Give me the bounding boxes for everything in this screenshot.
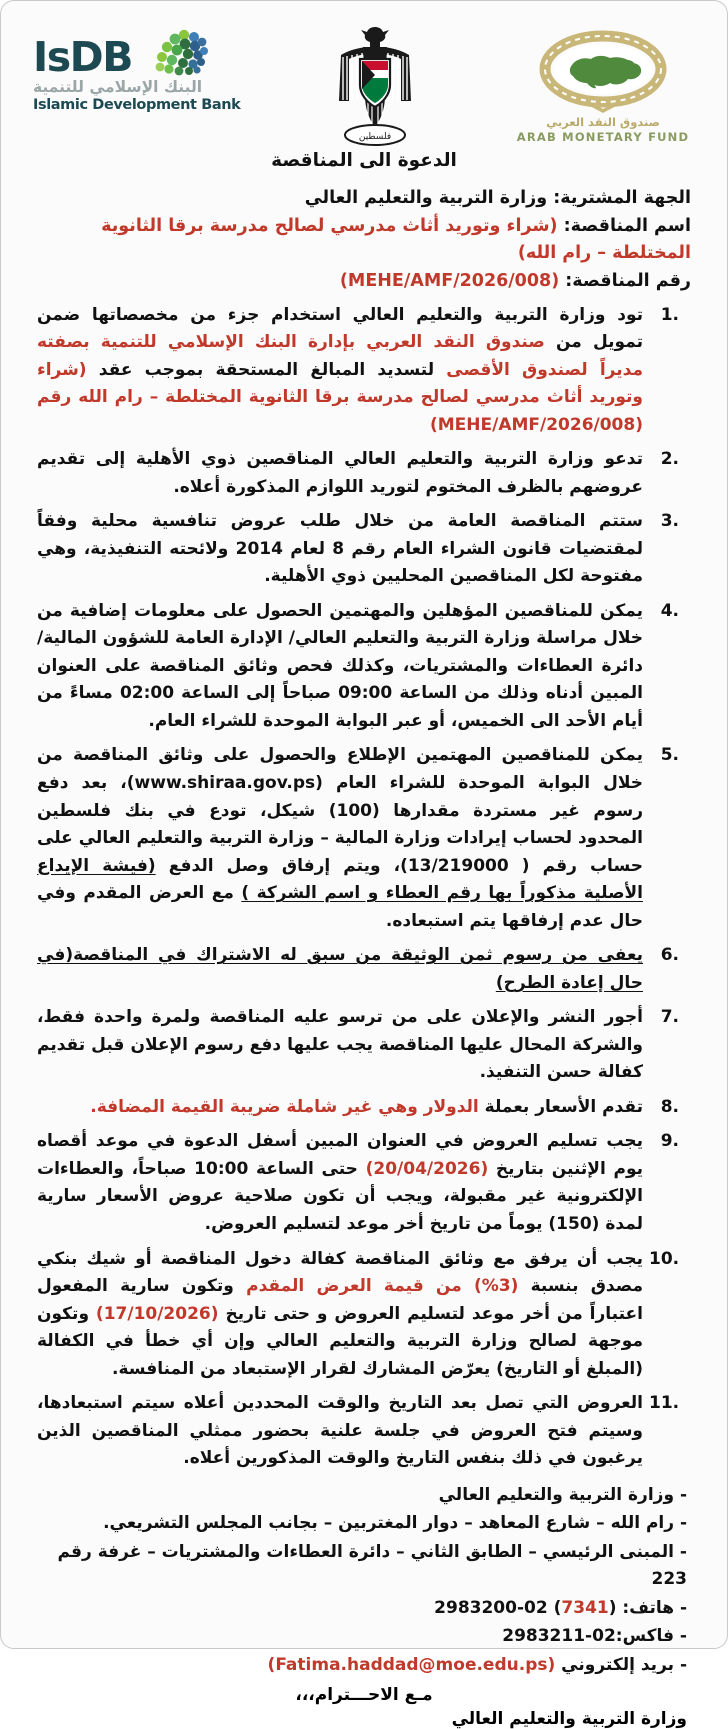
amf-wreath-icon	[528, 31, 678, 117]
buyer-line	[41, 185, 691, 212]
contact-line-5	[41, 1623, 687, 1651]
contact-4-run-0: - هاتف: (	[608, 1597, 687, 1618]
clause-11-run-0: العروض التي تصل بعد التاريخ والوقت المحددين أعلاه سيتم استبعادها، وسيتم فتح العروض في جلسة علنية بحضور ممثلي المناقصين الذين يرغبون في ذلك بنفس التاريخ والوقت المذكورين أعلاه.	[37, 1393, 643, 1469]
contact-line-6	[41, 1652, 687, 1680]
clauses-list	[15, 302, 713, 1473]
contact-line-1	[41, 1482, 687, 1510]
contact-line-3	[41, 1539, 687, 1594]
isdb-english-name: Islamic Development Bank	[33, 97, 241, 114]
tender-number-label: رقم المناقصة:	[559, 271, 691, 292]
clause-10-run-1: (3%) من قيمة العرض المقدم	[246, 1276, 519, 1297]
clause-item-7	[37, 1004, 679, 1087]
clause-9-run-1: (20/04/2026)	[365, 1158, 489, 1179]
buyer-label: الجهة المشترية: وزارة التربية والتعليم العالي	[304, 188, 691, 208]
tender-name-label: اسم المناقصة:	[557, 216, 691, 237]
clause-1-run-0: تود وزارة التربية والتعليم العالي استخدام جزء من مخصصاتها ضمن تمويل من	[37, 304, 643, 353]
clause-4-run-0: يمكن للمناقصين المؤهلين والمهتمين الحصول على معلومات إضافية من خلال مراسلة وزارة التربية والتعليم العالي/ الإدارة العامة للشؤون المالية/ دائرة العطاءات والمشتريات، وكذلك فحص وثائق المناقصة على العنوان المبين أدناه وذلك من الساعة 09:00 صباحاً إلى الساعة 02:00 مساءً من أيام الأحد الى الخميس، أو عبر البوابة الموحدة للشراء العام.	[36, 600, 644, 731]
clause-10-run-0: يجب أن يرفق مع وثائق المناقصة كفالة دخول المناقصة أو شيك بنكي مصدق بنسبة	[37, 1248, 644, 1297]
clause-1-run-1: صندوق النقد العربي بإدارة البنك الإسلامي للتنمية بصفته مديراً لصندوق الأقصى	[37, 332, 643, 380]
regards-line: مـع الاحـــترام،،،	[295, 1685, 433, 1706]
clause-7-run-0: أجور النشر والإعلان على من ترسو عليه المناقصة ولمرة واحدة فقط، والشركة المحال عليها المناقصة يجب عليها دفع رسوم الإعلان قبل تقديم كفالة حسن التنفيذ.	[37, 1007, 643, 1083]
clause-8-run-1: الدولار وهي غير شاملة ضريبة القيمة المضافة.	[90, 1096, 479, 1117]
tender-number-line	[41, 268, 691, 295]
contact-3-run-0: - المبنى الرئيسي – الطابق الثاني – دائرة العطاءات والمشتريات – غرفة رقم 223	[57, 1541, 687, 1590]
clause-item-5	[37, 742, 679, 935]
tender-number-value: (MEHE/AMF/2026/008)	[339, 271, 560, 292]
clause-item-1	[37, 302, 679, 440]
contact-4-run-1: 7341	[561, 1597, 609, 1618]
amf-english-name: ARAB MONETARY FUND	[516, 130, 690, 144]
contact-4-run-2: ) 02-2983200	[434, 1597, 562, 1618]
contact-line-2	[41, 1510, 687, 1538]
arab-monetary-fund-logo	[505, 31, 701, 144]
clause-8-run-0: تقدم الأسعار بعملة	[478, 1096, 643, 1117]
clause-item-4	[37, 598, 679, 736]
clause-1-run-3: (شراء وتوريد أثاث مدرسي لصالح مدرسة برقا الثانوية المختلطة – رام الله رقم (MEHE/AMF/2026/008)	[37, 359, 643, 435]
isdb-wordmark: IsDB	[33, 33, 132, 82]
clause-item-6	[37, 942, 679, 997]
clause-item-9	[37, 1128, 679, 1238]
clause-item-11	[37, 1390, 679, 1473]
contact-line-4	[41, 1595, 687, 1623]
clause-3-run-0: ستتم المناقصة العامة من خلال طلب عروض تنافسية محلية وفقاً لمقتضيات قانون الشراء العام رقم 8 لعام 2014 ولائحته التنفيذية، وهي مفتوحة لكل المناقصين المحليين ذوي الأهلية.	[37, 511, 643, 587]
clause-9-run-0: يجب تسليم العروض في العنوان المبين أسفل الدعوة في موعد أقصاه يوم الإثنين بتاريخ	[37, 1131, 643, 1179]
clause-9-run-2: حتى الساعة 10:00 صباحاً، والعطاءات الإلكترونية غير مقبولة، ويجب أن تكون صلاحية عروض الأسعار سارية لمدة (150) يوماً من تاريخ أخر موعد لتسليم العروض.	[37, 1158, 643, 1234]
contact-6-run-1: (Fatima.haddad@moe.edu.ps)	[267, 1654, 556, 1675]
clause-item-8	[37, 1094, 679, 1122]
contact-1-run-0: - وزارة التربية والتعليم العالي	[438, 1484, 687, 1505]
isdb-dome-icon	[138, 25, 210, 77]
clause-item-3	[37, 508, 679, 591]
clause-1-run-2: لتسديد المبالغ المستحقة بموجب عقد	[86, 359, 447, 380]
contact-footer	[15, 1480, 713, 1680]
clause-item-2	[37, 446, 679, 501]
clause-item-10	[37, 1246, 679, 1384]
logo-band	[15, 11, 713, 146]
emblem-caption: فلسطين	[358, 132, 392, 142]
signoff-line: وزارة التربية والتعليم العالي	[451, 1709, 687, 1729]
isdb-logo	[33, 25, 245, 113]
page-title: الدعوة الى المناقصة	[271, 150, 457, 171]
clause-5-run-2: مع العرض المقدم وفي حال عدم إرفاقها يتم استبعاده.	[37, 883, 643, 931]
amf-arabic-name: صندوق النقد العربي	[546, 115, 660, 129]
clause-5-run-1: (فيشة الإيداع الأصلية مذكوراً بها رقم العطاء و اسم الشركة )	[37, 855, 643, 904]
header-info	[15, 185, 713, 296]
contact-5-run-0: - فاكس:02-2983211	[502, 1626, 687, 1647]
palestine-state-emblem-icon	[327, 23, 423, 149]
contact-6-run-0: - بريد إلكتروني	[555, 1654, 687, 1675]
clause-10-run-2: وتكون سارية المفعول اعتباراً من أخر موعد لتسليم العروض و حتى تاريخ	[37, 1276, 643, 1324]
isdb-arabic-name: البنك الإسلامي للتنمية	[33, 78, 203, 96]
isdb-logo-top	[33, 25, 210, 82]
tender-name-line	[41, 213, 691, 267]
clause-5-run-0: يمكن للمناقصين المهتمين الإطلاع والحصول على وثائق المناقصة من خلال البوابة الموحدة للشراء العام (www.shiraa.gov.ps)، بعد دفع رسوم غير مستردة مقدارها (100) شيكل، تودع في بنك فلسطين المحدود لحساب إيرادات وزارة المالية – وزارة التربية والتعليم العالي على حساب رقم ( 13/219000)، ويتم إرفاق وصل الدفع	[37, 745, 643, 876]
clause-6-run-0: يعفى من رسوم ثمن الوثيقة من سبق له الاشتراك في المناقصة(في حال إعادة الطرح)	[37, 945, 643, 993]
clause-10-run-3: (17/10/2026)	[95, 1303, 219, 1324]
clause-2-run-0: تدعو وزارة التربية والتعليم العالي المناقصين ذوي الأهلية إلى تقديم عروضهم بالظرف المختوم لتوريد اللوازم المذكورة أعلاه.	[37, 449, 643, 497]
tender-name-value: (شراء وتوريد أثاث مدرسي لصالح مدرسة برقا الثانوية المختلطة – رام الله)	[101, 216, 691, 264]
contact-2-run-0: - رام الله – شارع المعاهد – دوار المغتربين – بجانب المجلس التشريعي.	[103, 1513, 687, 1534]
clause-10-run-4: وتكون موجهة لصالح وزارة التربية والتعليم العالي وإن أي خطأ في الكفالة (المبلغ أو التاريخ) يعرّض المشارك لقرار الإستبعاد من المنافسة.	[37, 1303, 643, 1379]
